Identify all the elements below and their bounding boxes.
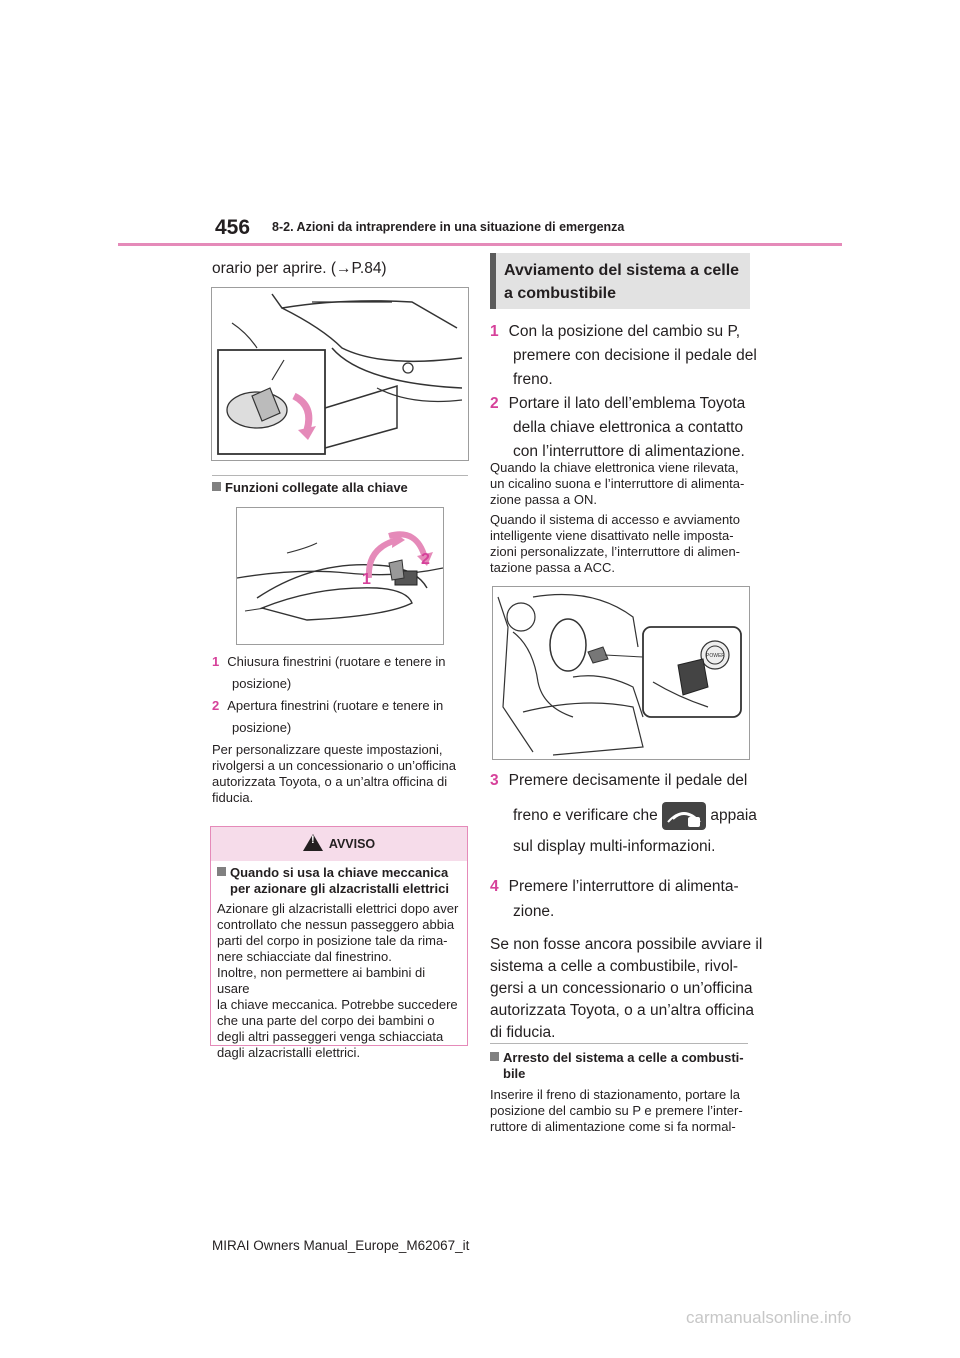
figure-rear-lock [211, 287, 469, 461]
section-heading: Avviamento del sistema a celle a combustibile [490, 253, 750, 309]
section-divider-right [490, 1043, 748, 1044]
intro-text: orario per aprire. (→P.84) [212, 260, 387, 277]
rear-lock-illustration [212, 288, 468, 460]
warning-subtitle: Quando si usa la chiave meccanica per azionare gli alzacristalli elettrici [211, 861, 467, 897]
dealer-paragraph: Se non fosse ancora possibile avviare il sistema a celle a combustibile, rivol- gersi a un concessionario o un’officina autorizzata Toyota, o a un’altra officina di fiducia. [490, 936, 763, 1041]
warning-header: ! AVVISO [211, 827, 467, 861]
chapter-title: 8-2. Azioni da intraprendere in una situazione di emergenza [272, 220, 625, 234]
warning-box [210, 826, 468, 1060]
detection-note: Quando la chiave elettronica viene rilevata, un cicalino suona e l’interruttore di alimenta- zione passa a ON. [490, 460, 745, 507]
figure-label-1: 1 [362, 571, 371, 588]
step-item-1: 1 Chiusura finestrini (ruotare e tenere in [212, 654, 446, 669]
acc-note: Quando il sistema di accesso e avviamento intelligente viene disattivato nelle imposta- zioni personalizzate, l’interruttore di alimen- tazione passa a ACC. [490, 512, 741, 575]
step-item-r4: 4 Premere l’interruttore di alimenta- zione. [490, 878, 739, 920]
square-bullet-icon [212, 482, 221, 491]
watermark: carmanualsonline.info [686, 1308, 852, 1327]
key-functions-title: Funzioni collegate alla chiave [212, 480, 408, 496]
figure-label-2: 2 [421, 551, 430, 568]
warning-body: Azionare gli alzacristalli elettrici dopo aver controllato che nessun passeggero abbia parti del corpo in posizione tale da rima- nere schiacciate dal finestrino. Inoltre, non permettere ai bambini di usare la chiave meccanica. Potrebbe succedere che una parte del corpo dei bambini o degli altri passeggeri venga schiacciata dagli alzacristalli elettrici. [217, 901, 459, 1060]
figure-door-handle [236, 507, 444, 645]
header-rule [118, 243, 842, 246]
square-bullet-icon [490, 1052, 499, 1061]
manual-footer: MIRAI Owners Manual_Europe_M62067_it [212, 1238, 470, 1253]
customize-note: Per personalizzare queste impostazioni, rivolgersi a un concessionario o un’officina autorizzata Toyota, o a un’altra officina di fiducia. [212, 742, 457, 805]
step-item-r3: 3 Premere decisamente il pedale del freno e verificare che appaia sul display multi-informazioni. [490, 772, 757, 855]
door-handle-illustration [237, 508, 443, 644]
key-indicator-icon [662, 802, 706, 830]
page-number: 456 [215, 216, 251, 239]
step-item-r1: 1 Con la posizione del cambio su P, premere con decisione il pedale del freno. [490, 323, 757, 388]
figure-power-switch [492, 586, 750, 760]
step-item-r2: 2 Portare il lato dell’emblema Toyota della chiave elettronica a contatto con l’interruttore di alimentazione. [490, 395, 746, 460]
square-bullet-icon [217, 867, 226, 876]
warning-triangle-icon: ! [303, 830, 323, 847]
step-item-2: 2 Apertura finestrini (ruotare e tenere in [212, 698, 444, 713]
stop-section-title: Arresto del sistema a celle a combusti- bile [490, 1050, 744, 1082]
power-button-label: POWER [706, 653, 725, 659]
power-switch-illustration [493, 587, 749, 759]
step-list: 1 Chiusura finestrini (ruotare e tenere in posizione) 2 Apertura finestrini (ruotare e tenere in posizione) [212, 651, 445, 739]
section-divider [212, 475, 468, 476]
stop-section-body: Inserire il freno di stazionamento, portare la posizione del cambio su P e premere l’inter- ruttore di alimentazione come si fa normal- [490, 1087, 743, 1134]
